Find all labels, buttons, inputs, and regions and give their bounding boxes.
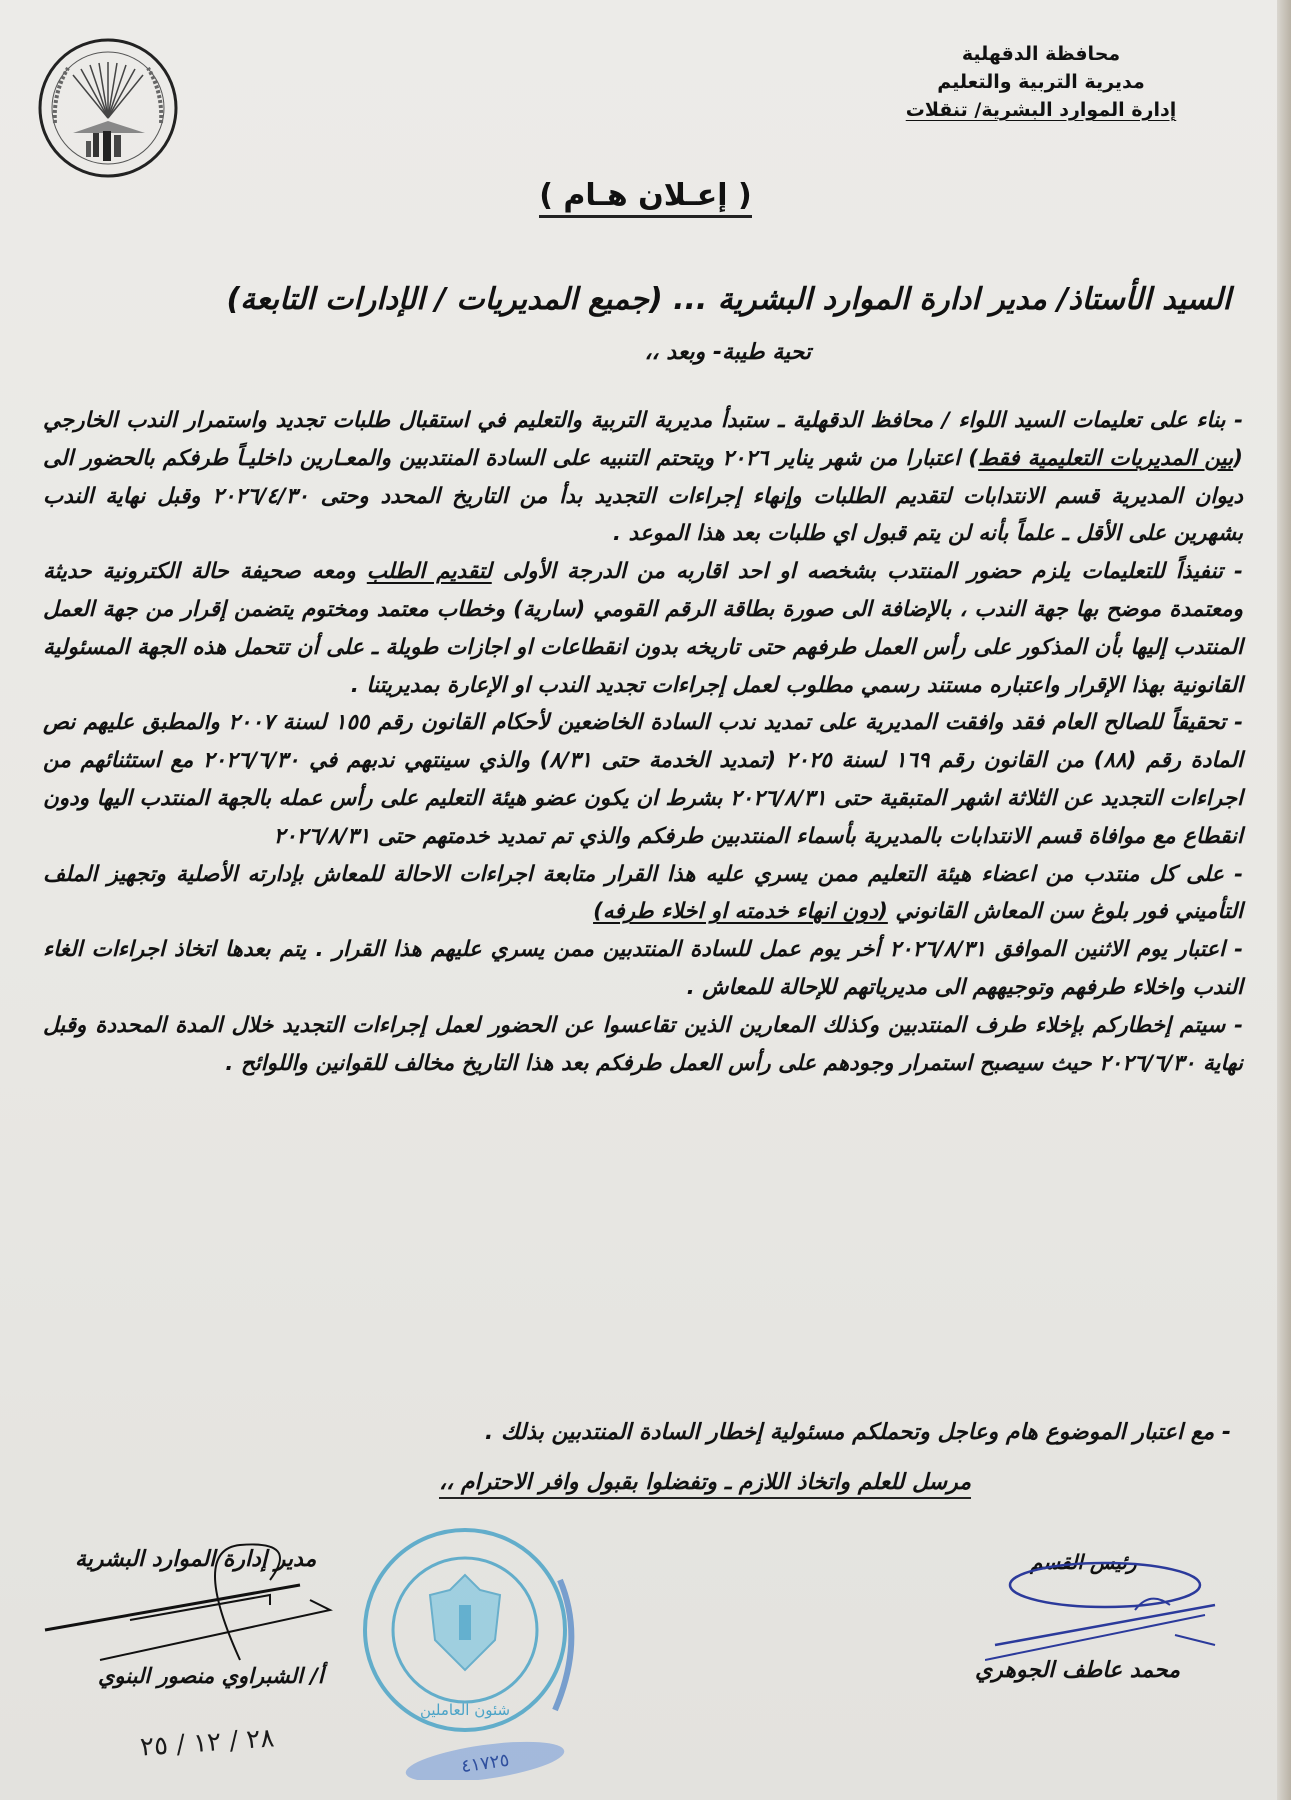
paragraph: - بناء على تعليمات السيد اللواء / محافظ الدقهلية ـ ستبدأ مديرية التربية والتعليم في استقبال طلبات تجديد واستمرار الندب الخارجي (بين المديريات التعليمية فقط) اعتبارا من شهر يناير ٢٠٢٦ ويتحتم التنبيه على السادة المنتدبين والمعـارين داخليـاً طرفكم بالحضور الى ديوان المديرية قسم الانتدابات لتقديم الطلبات وإنهاء إجراءات التجديد بدأ من التاريخ المحدد وحتى ٢٠٢٦/٤/٣٠ وقبل نهاية الندب بشهرين على الأقل ـ علماً بأنه لن يتم قبول اي طلبات بعد هذا الموعد . bbox=[43, 408, 1244, 547]
directorate-emblem-icon bbox=[33, 33, 183, 183]
section-head-title: رئيس القسم bbox=[1030, 1550, 1137, 1574]
paragraph: - على كل منتدب من اعضاء هيئة التعليم ممن يسري عليه هذا القرار متابعة اجراءات الاحالة للمعاش بإدارته الأصلية وتجهيز الملف التأميني فور بلوغ سن المعاش القانوني (دون انهاء خدمته او اخلاء طرفه) bbox=[43, 861, 1243, 925]
paragraph: - اعتبار يوم الاثنين الموافق ٢٠٢٦/٨/٣١ أخر يوم عمل للسادة المنتدبين ممن يسري عليهم هذا القرار . يتم بعدها اتخاذ اجراءات الغاء الندب واخلاء طرفهم وتوجيههم الى مديرياتهم للإحالة للمعاش . bbox=[43, 937, 1244, 1000]
addressee-line: السيد الأستاذ/ مدير ادارة الموارد البشرية ... (جميع المديريات / الإدارات التابعة) bbox=[226, 282, 1231, 317]
hr-manager-title: مدير إدارة الموارد البشرية bbox=[75, 1547, 317, 1572]
governorate-name: محافظة الدقهلية bbox=[961, 43, 1121, 65]
closing-line: - مع اعتبار الموضوع هام وعاجل وتحملكم مسئولية إخطار السادة المنتدبين بذلك . bbox=[484, 1420, 1231, 1445]
department-name: إدارة الموارد البشرية/ تنقلات bbox=[905, 99, 1177, 121]
paragraph: - سيتم إخطاركم بإخلاء طرف المنتدبين وكذلك المعارين الذين تقاعسوا عن الحضور لعمل إجراءات التجديد خلال المدة المحددة وقبل نهاية ٢٠٢٦/٦/٣٠ حيث سيصبح استمرار وجودهم على رأس العمل طرفكم بعد هذا التاريخ مخالف للقوانين واللوائح . bbox=[43, 1012, 1243, 1076]
announcement-title bbox=[0, 178, 1291, 213]
letter-body bbox=[43, 402, 1243, 1082]
paragraph: - تحقيقاً للصالح العام فقد وافقت المديرية على تمديد ندب السادة الخاضعين لأحكام القانون رقم ١٥٥ لسنة ٢٠٠٧ والمطبق عليهم نص المادة رقم (٨٨) من القانون رقم ١٦٩ لسنة ٢٠٢٥ (تمديد الخدمة حتى ٨/٣١) والذي سينتهي ندبهم في ٢٠٢٦/٦/٣٠ مع استثنائهم من اجراءات التجديد عن الثلاثة اشهر المتبقية حتى ٢٠٢٦/٨/٣١ بشرط ان يكون عضو هيئة التعليم على رأس عمله بالجهة المنتدب اليها ودون انقطاع مع موافاة قسم الانتدابات بالمديرية بأسماء المنتدبين طرفكم والذي تم تمديد خدمتهم حتى ٢٠٢٦/٨/٣١ bbox=[43, 710, 1243, 849]
paragraph: - تنفيذاً للتعليمات يلزم حضور المنتدب بشخصه او احد اقاربه من الدرجة الأولى لتقديم الطلب ومعه صحيفة حالة الكترونية حديثة ومعتمدة موضح بها جهة الندب ، بالإضافة الى صورة بطاقة الرقم القومي (سارية) وخطاب معتمد ومختوم يتضمن إقرار من جهة العمل المنتدب إليها بأن المذكور على رأس العمل طرفهم حتى تاريخه بدون انقطاعات او اجازات طويلة ـ على أن تتحمل هذه الجهة المسئولية القانونية بهذا الإقرار واعتباره مستند رسمي مطلوب لعمل إجراءات تجديد الندب او الإعارة بمديريتنا . bbox=[43, 559, 1243, 698]
stamp-bottom-text: شئون العاملين bbox=[419, 1701, 511, 1719]
greeting: تحية طيبة- وبعد ،، bbox=[644, 340, 811, 365]
hr-manager-name: أ/ الشبراوي منصور البنوي bbox=[98, 1664, 324, 1688]
letterhead bbox=[891, 40, 1191, 124]
sendoff-line: مرسل للعلم واتخاذ اللازم ـ وتفضلوا بقبول وافر الاحترام ،، bbox=[439, 1470, 971, 1499]
official-stamp-icon bbox=[355, 1520, 605, 1780]
announcement-title-text: ( إعـلان هـام ) bbox=[539, 178, 751, 218]
page-edge bbox=[1277, 0, 1291, 1800]
stamp-serial: ٤١٧٢٥ bbox=[459, 1749, 511, 1778]
directorate-name: مديرية التربية والتعليم bbox=[937, 71, 1145, 93]
signature-date: ٢٨ / ١٢ / ٢٥ bbox=[139, 1723, 276, 1763]
section-head-name: محمد عاطف الجوهري bbox=[975, 1658, 1181, 1683]
